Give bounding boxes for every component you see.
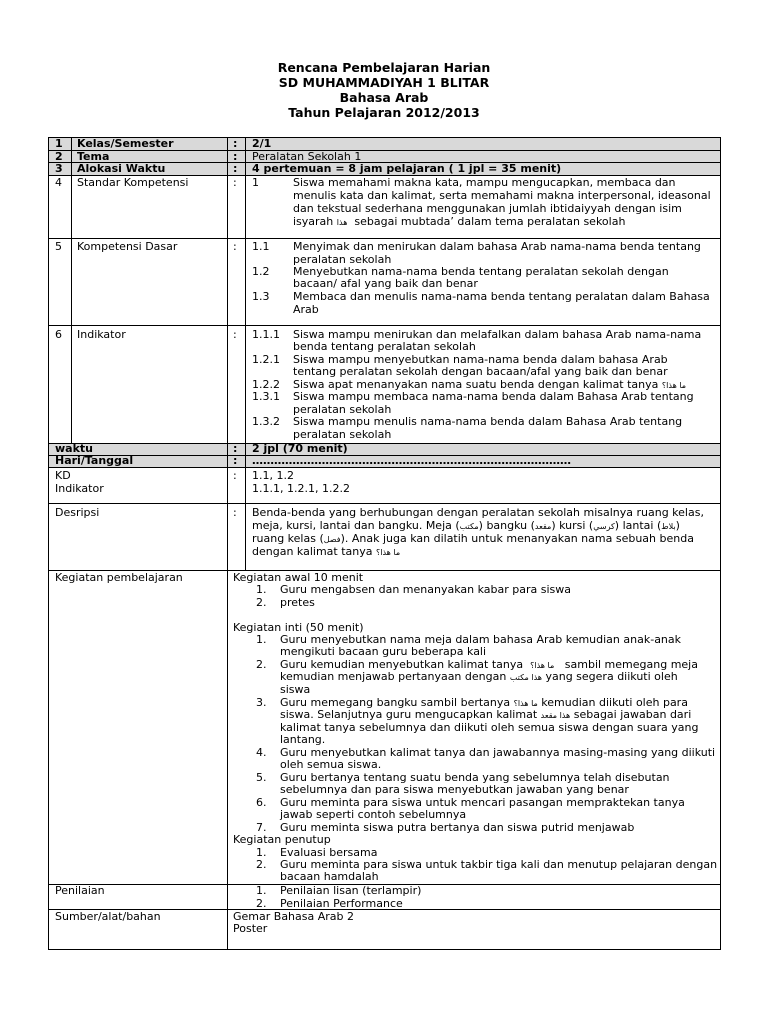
row-2-colon: :	[233, 150, 238, 163]
list-item: Guru meminta para siswa untuk mencari pasangan mempraktekan tanya	[280, 796, 685, 809]
kegiatan-penutup-title: Kegiatan penutup	[233, 833, 331, 846]
kd-label: KD	[55, 469, 71, 482]
list-number: 5.	[256, 771, 267, 784]
row-3-colon: :	[233, 162, 238, 175]
waktu-label: waktu	[55, 442, 93, 455]
indicator-code: 1.1.1	[252, 328, 280, 341]
kd-line: Membaca dan menulis nama-nama benda tentang peralatan dalam Bahasa	[293, 290, 710, 303]
list-number: 4.	[256, 746, 267, 759]
row-6-label: Indikator	[77, 328, 126, 341]
list-item: Guru bertanya tentang suatu benda yang sebelumnya telah disebutan	[280, 771, 670, 784]
row-2-label: Tema	[77, 150, 110, 163]
deskripsi-line-2: meja, kursi, lantai dan bangku. Meja (مكتب) bangku (مقعد) kursi (كرسي) lantai (بلاط)	[252, 519, 680, 532]
row-2-value: Peralatan Sekolah 1	[252, 150, 362, 163]
list-item: jawab seperti contoh sebelumnya	[280, 808, 467, 821]
list-number: 7.	[256, 821, 267, 834]
row-4-code: 1	[252, 176, 259, 189]
kd-line: peralatan sekolah	[293, 253, 392, 266]
sumber-line-2: Poster	[233, 922, 268, 935]
row-4-line-4: isyarah هذا sebagai mubtada’ dalam tema peralatan sekolah	[293, 215, 626, 228]
title-line-3: Bahasa Arab	[339, 90, 429, 105]
list-item: Guru meminta siswa putra bertanya dan siswa putrid menjawab	[280, 821, 635, 834]
indicator-line: Siswa mampu membaca nama-nama benda dalam Bahasa Arab tentang	[293, 390, 694, 403]
kd-line: bacaan/ afal yang baik dan benar	[293, 277, 478, 290]
list-item: Penilaian lisan (terlampir)	[280, 884, 422, 897]
title-line-1: Rencana Pembelajaran Harian	[277, 60, 491, 75]
row-4-line-2: menulis kata dan kalimat, serta memahami makna interpersonal, ideasonal	[293, 189, 711, 202]
kd-code: 1.2	[252, 265, 270, 278]
row-3-label: Alokasi Waktu	[77, 162, 166, 175]
kd-line: Arab	[293, 303, 319, 316]
row-6-number: 6	[55, 328, 62, 341]
list-number: 3.	[256, 696, 267, 709]
document-title	[0, 60, 768, 120]
deskripsi-colon: :	[233, 506, 237, 519]
row-1-label: Kelas/Semester	[77, 137, 174, 150]
row-4-colon: :	[233, 176, 237, 189]
hari-colon: :	[233, 454, 238, 467]
indicator-line: peralatan sekolah	[293, 403, 392, 416]
kd-value: 1.1, 1.2	[252, 469, 294, 482]
penilaian-label: Penilaian	[55, 884, 105, 897]
list-item: bacaan hamdalah	[280, 870, 379, 883]
deskripsi-line-4: dengan kalimat tanya ما هذا؟	[252, 545, 401, 558]
row-5-label: Kompetensi Dasar	[77, 240, 178, 253]
sumber-label: Sumber/alat/bahan	[55, 910, 161, 923]
indicator-line: benda tentang peralatan sekolah	[293, 340, 476, 353]
list-item: sebelumnya dan para siswa menyebutkan jawaban yang benar	[280, 783, 629, 796]
row-4-number: 4	[55, 176, 62, 189]
indicator-code: 1.2.1	[252, 353, 280, 366]
list-item: Guru kemudian menyebutkan kalimat tanya ما هذا؟ sambil memegang meja	[280, 658, 698, 671]
list-item: Evaluasi bersama	[280, 846, 378, 859]
row-5-number: 5	[55, 240, 62, 253]
list-item: lantang.	[280, 733, 326, 746]
indicator-line: Siswa mampu menyebutkan nama-nama benda dalam bahasa Arab	[293, 353, 668, 366]
deskripsi-line-1: Benda-benda yang berhubungan dengan peralatan sekolah misalnya ruang kelas,	[252, 506, 704, 519]
list-item: Guru menyebutkan kalimat tanya dan jawabannya masing-masing yang diikuti	[280, 746, 716, 759]
indicator-line: peralatan sekolah	[293, 428, 392, 441]
list-item: siswa	[280, 683, 311, 696]
kegiatan-label: Kegiatan pembelajaran	[55, 571, 183, 584]
indicator-line: Siswa mampu menirukan dan melafalkan dalam bahasa Arab nama-nama	[293, 328, 702, 341]
list-item: mengikuti bacaan guru beberapa kali	[280, 645, 487, 658]
title-line-4: Tahun Pelajaran 2012/2013	[288, 105, 480, 120]
hari-label: Hari/Tanggal	[55, 454, 134, 467]
row-1-number: 1	[55, 137, 63, 150]
row-1-value: 2/1	[252, 137, 272, 150]
kd-indikator-label: Indikator	[55, 482, 104, 495]
deskripsi-label: Desripsi	[55, 506, 100, 519]
list-item: siswa. Selanjutnya guru mengucapkan kalimat هذا مقعد sebagai jawaban dari	[280, 708, 692, 721]
arabic-hadza: هذا	[336, 218, 348, 227]
row-4-line-1: Siswa memahami makna kata, mampu mengucapkan, membaca dan	[293, 176, 676, 189]
kegiatan-awal-title: Kegiatan awal 10 menit	[233, 571, 364, 584]
indicator-line: tentang peralatan sekolah dengan bacaan/afal yang baik dan benar	[293, 365, 668, 378]
row-2-number: 2	[55, 150, 63, 163]
row-1-colon: :	[233, 137, 238, 150]
list-number: 1.	[256, 846, 267, 859]
arabic-ma-hadza: ما هذا؟	[661, 381, 687, 390]
kd-code: 1.3	[252, 290, 270, 303]
list-item: Penilaian Performance	[280, 897, 403, 910]
list-number: 6.	[256, 796, 267, 809]
waktu-value: 2 jpl (70 menit)	[252, 442, 348, 455]
row-4-line-3: dan tekstual sederhana menggunakan jumlah ibtidaiyyah dengan isim	[293, 202, 682, 215]
list-item: Guru menyebutkan nama meja dalam bahasa Arab kemudian anak-anak	[280, 633, 682, 646]
sumber-line-1: Gemar Bahasa Arab 2	[233, 910, 354, 923]
row-4-label: Standar Kompetensi	[77, 176, 189, 189]
indicator-code: 1.3.2	[252, 415, 280, 428]
hari-value: ……………………………………………………………………………	[252, 454, 571, 467]
kd-line: Menyimak dan menirukan dalam bahasa Arab nama-nama benda tentang	[293, 240, 701, 253]
indicator-code: 1.2.2	[252, 378, 280, 391]
list-number: 2.	[256, 858, 267, 871]
list-number: 1.	[256, 633, 267, 646]
list-number: 1.	[256, 884, 267, 897]
list-item: Guru memegang bangku sambil bertanya ما هذا؟ kemudian diikuti oleh para	[280, 696, 688, 709]
deskripsi-line-3: ruang kelas (فصل). Anak juga kan dilatih untuk menanyakan nama sebuah benda	[252, 532, 694, 545]
list-number: 1.	[256, 583, 267, 596]
indicator-line: Siswa mampu menulis nama-nama benda dalam Bahasa Arab tentang	[293, 415, 683, 428]
list-item: Guru mengabsen dan menanyakan kabar para siswa	[280, 583, 572, 596]
kd-colon: :	[233, 469, 237, 482]
row-3-value: 4 pertemuan = 8 jam pelajaran ( 1 jpl = 35 menit)	[252, 162, 562, 175]
list-item: oleh semua siswa.	[280, 758, 382, 771]
title-line-2: SD MUHAMMADIYAH 1 BLITAR	[278, 75, 490, 90]
list-item: Guru meminta para siswa untuk takbir tiga kali dan menutup pelajaran dengan	[280, 858, 718, 871]
kd-code: 1.1	[252, 240, 270, 253]
kegiatan-inti-title: Kegiatan inti (50 menit)	[233, 621, 364, 634]
list-number: 2.	[256, 596, 267, 609]
list-number: 2.	[256, 658, 267, 671]
list-item: pretes	[280, 596, 315, 609]
indicator-code: 1.3.1	[252, 390, 280, 403]
kd-line: Menyebutkan nama-nama benda tentang peralatan sekolah dengan	[293, 265, 669, 278]
indicator-line: Siswa apat menanyakan nama suatu benda dengan kalimat tanya ما هذا؟	[293, 378, 687, 391]
waktu-colon: :	[233, 442, 238, 455]
list-item: kalimat tanya sebelumnya dan diikuti oleh semua siswa dengan suara yang	[280, 721, 699, 734]
list-number: 2.	[256, 897, 267, 910]
row-5-colon: :	[233, 240, 237, 253]
row-6-colon: :	[233, 328, 237, 341]
list-item: kemudian menjawab pertanyaan dengan هذا مكتب yang segera diikuti oleh	[280, 670, 678, 683]
row-3-number: 3	[55, 162, 63, 175]
kd-indikator-value: 1.1.1, 1.2.1, 1.2.2	[252, 482, 350, 495]
